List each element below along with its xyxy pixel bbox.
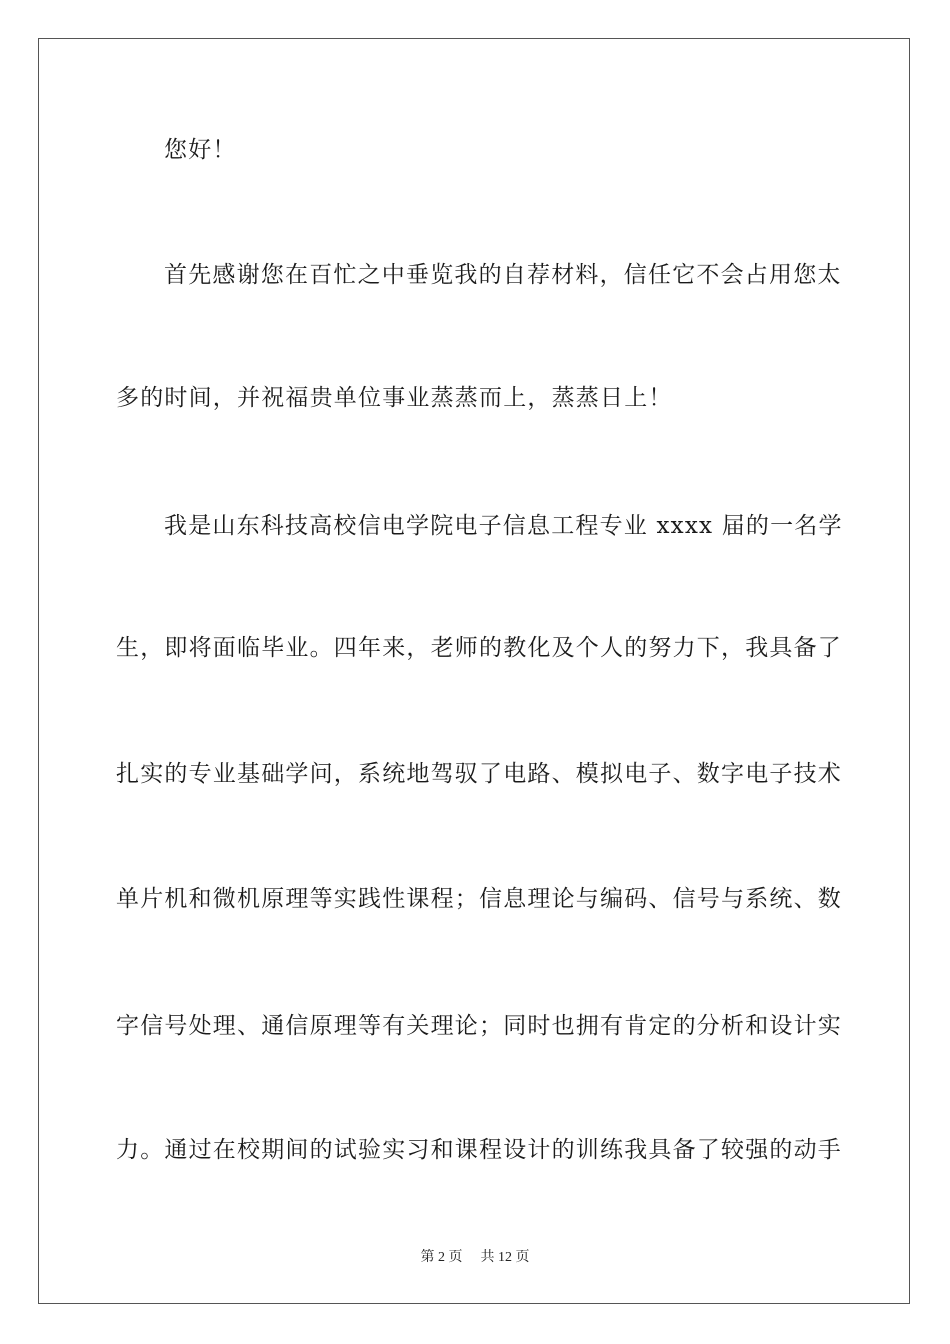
greeting-line: 您好！ — [164, 137, 237, 163]
paragraph-1-line-1: 首先感谢您在百忙之中垂览我的自荐材料，信任它不会占用您太 — [164, 262, 842, 288]
paragraph-2-line-2: 生，即将面临毕业。四年来，老师的教化及个人的努力下，我具备了 — [116, 635, 842, 661]
paragraph-2-line-4: 单片机和微机原理等实践性课程；信息理论与编码、信号与系统、数 — [116, 886, 842, 912]
page-footer — [0, 1248, 950, 1268]
paragraph-2-line-3: 扎实的专业基础学问，系统地驾驭了电路、模拟电子、数字电子技术 — [116, 761, 842, 787]
paragraph-1-line-2: 多的时间，并祝福贵单位事业蒸蒸而上，蒸蒸日上！ — [116, 385, 673, 411]
paragraph-2-line-6: 力。通过在校期间的试验实习和课程设计的训练我具备了较强的动手 — [116, 1137, 842, 1163]
paragraph-2-line-1: 我是山东科技高校信电学院电子信息工程专业 xxxx 届的一名学 — [164, 513, 843, 539]
page-total: 共 12 页 — [480, 1250, 530, 1265]
page-number: 第 2 页 — [420, 1250, 463, 1265]
paragraph-2-line-5: 字信号处理、通信原理等有关理论；同时也拥有肯定的分析和设计实 — [116, 1013, 842, 1039]
page-border — [38, 38, 910, 1304]
